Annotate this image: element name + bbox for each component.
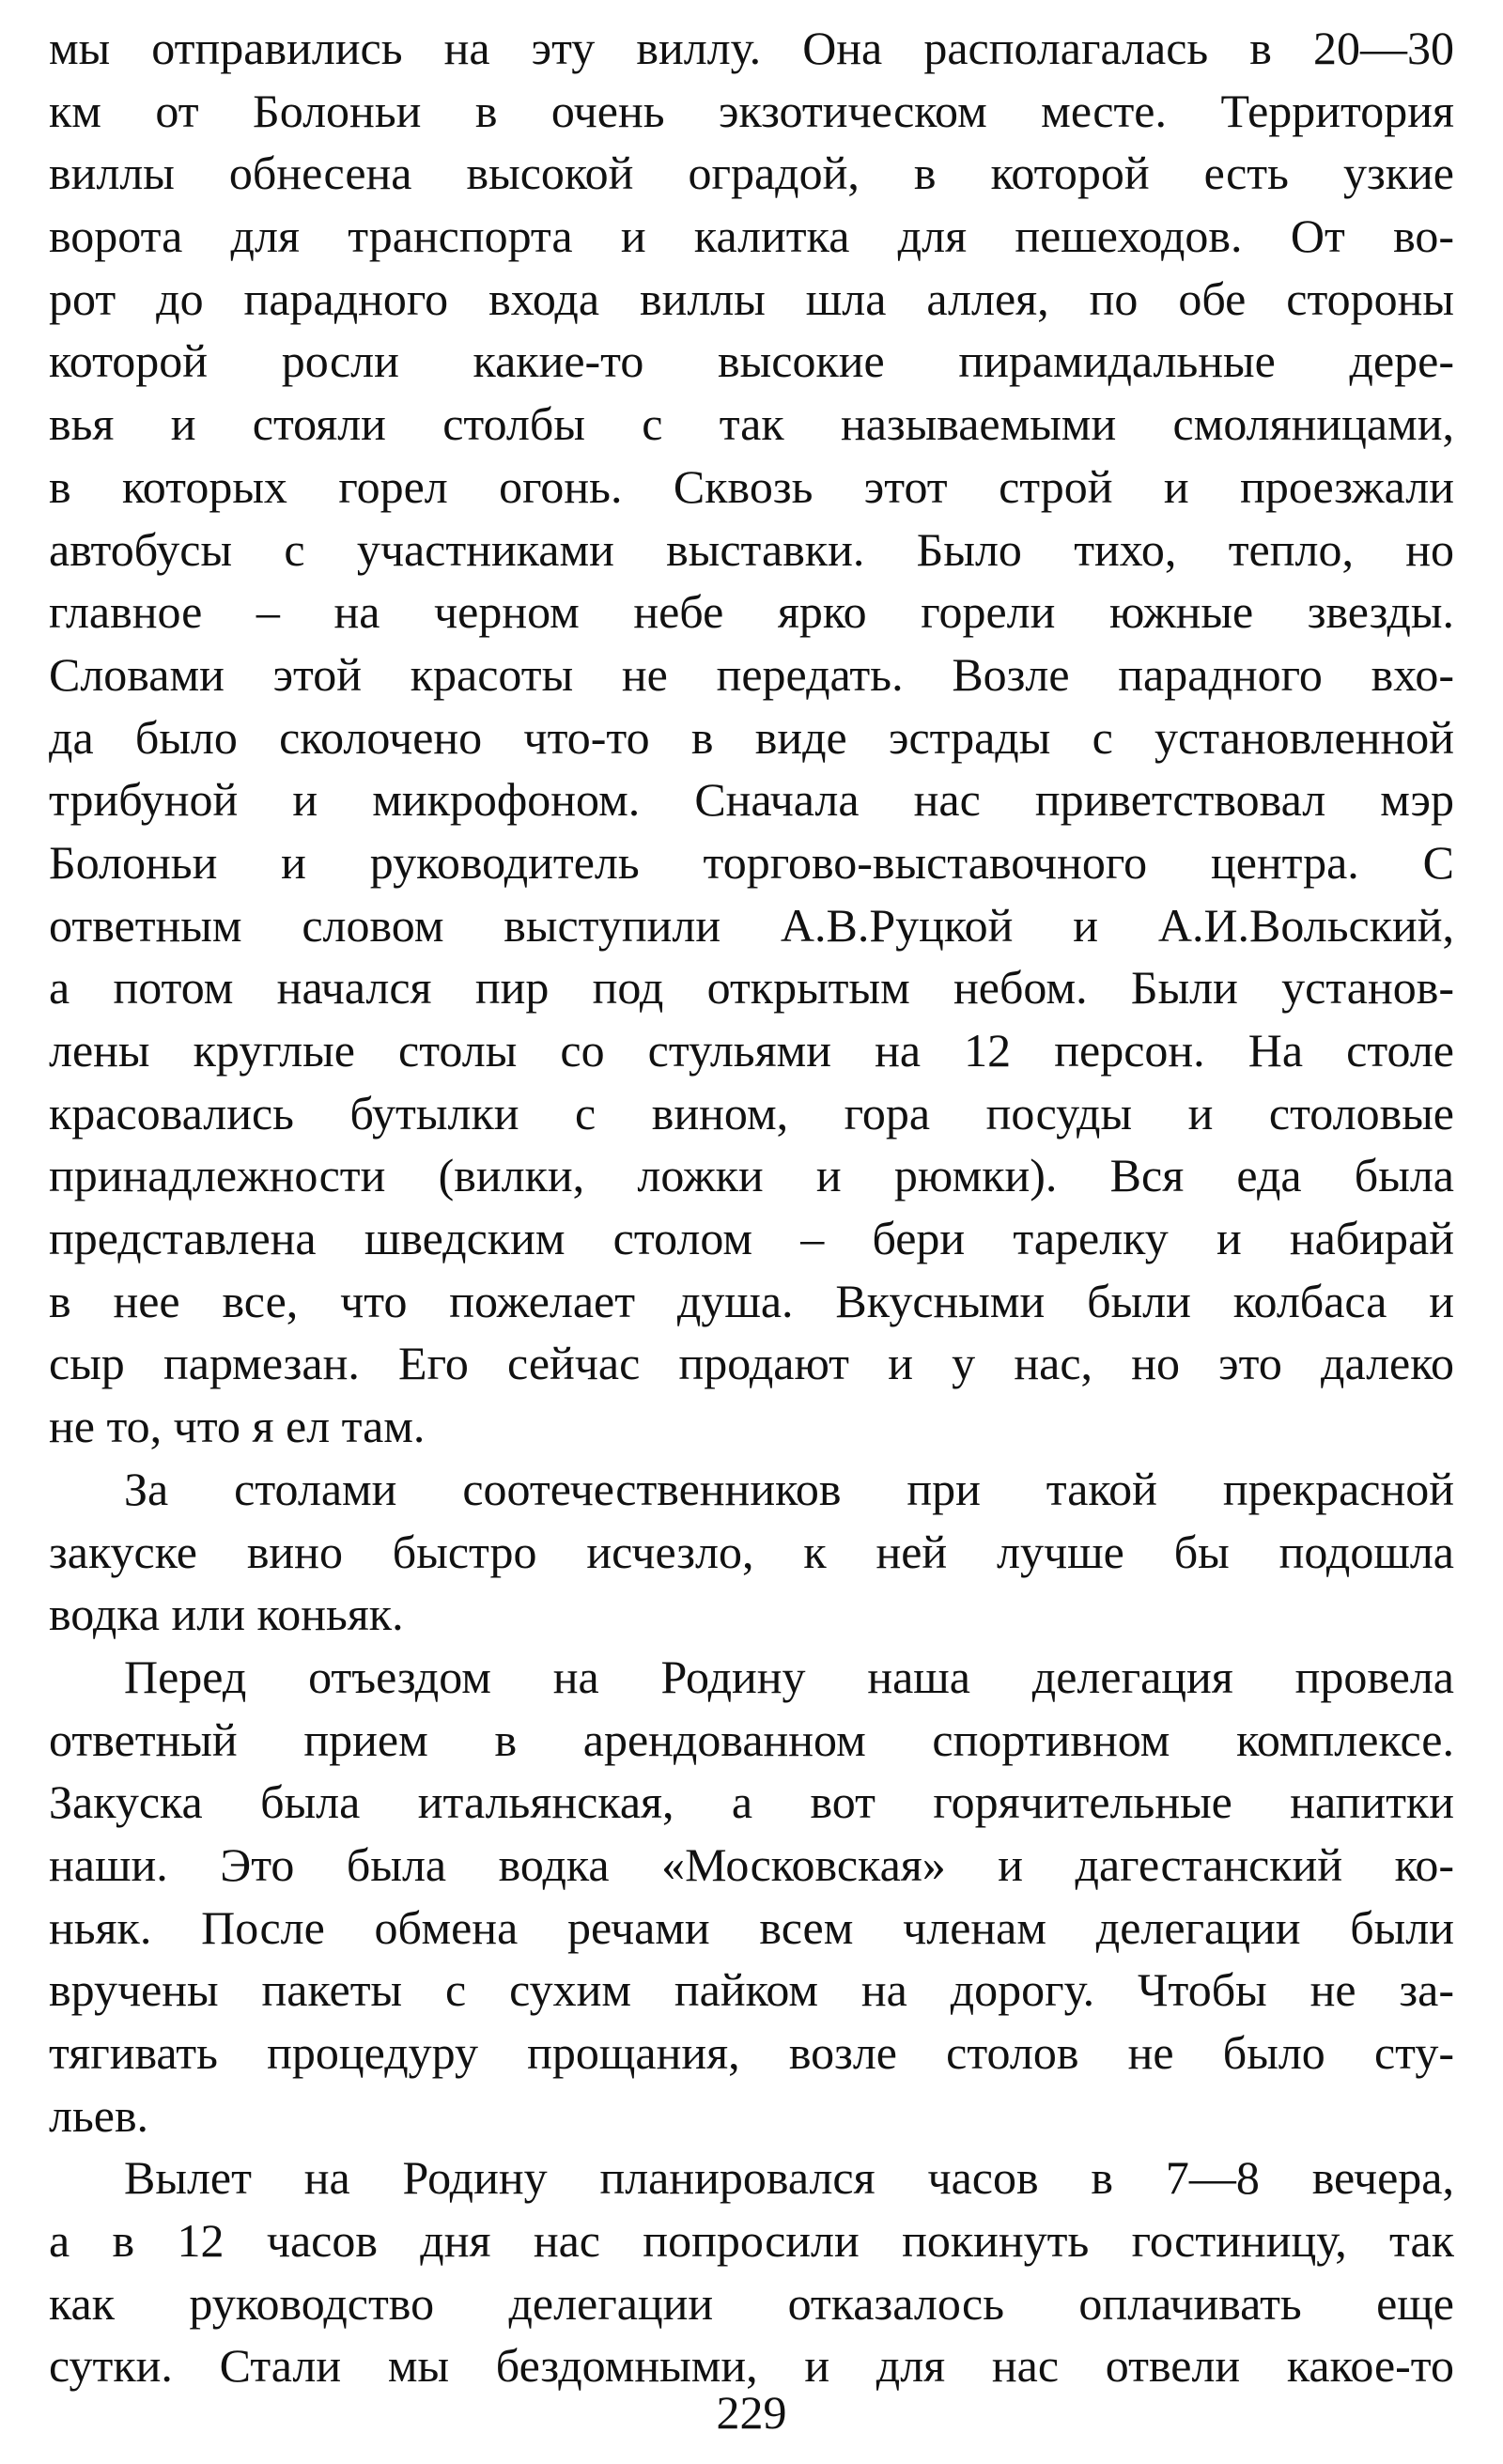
text-line: Перед отъездом на Родину наша делегация провела: [124, 1650, 1454, 1703]
text-line: наши. Это была водка «Московская» и дагестанский ко-: [49, 1837, 1454, 1891]
text-line: тягивать процедуру прощания, возле столов не было сту-: [49, 2026, 1454, 2079]
text-line: льев.: [49, 2088, 149, 2142]
text-line: представлена шведским столом – бери тарелку и набирай: [49, 1212, 1454, 1265]
text-line: Вылет на Родину планировался часов в 7—8 вечера,: [124, 2151, 1454, 2205]
text-line: ворота для транспорта и калитка для пешеходов. От во-: [49, 209, 1454, 263]
text-line: водка или коньяк.: [49, 1588, 404, 1641]
text-line: вручены пакеты с сухим пайком на дорогу. Чтобы не за-: [49, 1963, 1454, 2017]
book-page: [49, 17, 1454, 2450]
text-line: а потом начался пир под открытым небом. Были установ-: [49, 961, 1454, 1015]
text-line: км от Болоньи в очень экзотическом месте. Территория: [49, 84, 1454, 137]
text-line: красовались бутылки с вином, гора посуды и столовые: [49, 1086, 1454, 1139]
text-line: Словами этой красоты не передать. Возле парадного вхо-: [49, 647, 1454, 701]
text-line: трибуной и микрофоном. Сначала нас приветствовал мэр: [49, 773, 1454, 827]
text-line: в нее все, что пожелает душа. Вкусными были колбаса и: [49, 1274, 1454, 1327]
text-line: сутки. Стали мы бездомными, и для нас отвели какое-то: [49, 2339, 1454, 2393]
text-line: которой росли какие-то высокие пирамидальные дере-: [49, 334, 1454, 388]
text-line: сыр пармезан. Его сейчас продают и у нас, но это далеко: [49, 1337, 1454, 1390]
text-line: лены круглые столы со стульями на 12 персон. На столе: [49, 1024, 1454, 1077]
text-line: мы отправились на эту виллу. Она располагалась в 20—30: [49, 22, 1454, 74]
text-line: закуске вино быстро исчезло, к ней лучше бы подошла: [49, 1525, 1454, 1578]
text-line: главное – на черном небе ярко горели южные звезды.: [49, 585, 1454, 639]
page-number: 229: [716, 2386, 787, 2439]
text-line: рот до парадного входа виллы шла аллея, по обе стороны: [49, 271, 1454, 325]
text-line: как руководство делегации отказалось оплачивать еще: [49, 2276, 1454, 2330]
text-line: да было сколочено что-то в виде эстрады с установленной: [49, 710, 1454, 764]
text-line: Закуска была итальянская, а вот горячительные напитки: [49, 1775, 1454, 1829]
text-line: За столами соотечественников при такой прекрасной: [124, 1462, 1454, 1515]
text-line: ответный прием в арендованном спортивном комплексе.: [49, 1712, 1454, 1766]
text-line: ответным словом выступили А.В.Руцкой и А.И.Вольский,: [49, 898, 1454, 952]
text-line: виллы обнесена высокой оградой, в которой есть узкие: [49, 147, 1454, 200]
text-line: в которых горел огонь. Сквозь этот строй и проезжали: [49, 459, 1454, 513]
text-line: а в 12 часов дня нас попросили покинуть гостиницу, так: [49, 2214, 1454, 2268]
text-line: автобусы с участниками выставки. Было тихо, тепло, но: [49, 522, 1454, 576]
text-line: ньяк. После обмена речами всем членам делегации были: [49, 1900, 1454, 1954]
text-line: не то, что я ел там.: [49, 1400, 426, 1453]
text-line: принадлежности (вилки, ложки и рюмки). Вся еда была: [49, 1149, 1454, 1202]
text-line: Болоньи и руководитель торгово-выставочного центра. С: [49, 835, 1454, 889]
text-line: вья и стояли столбы с так называемыми смоляницами,: [49, 397, 1454, 451]
